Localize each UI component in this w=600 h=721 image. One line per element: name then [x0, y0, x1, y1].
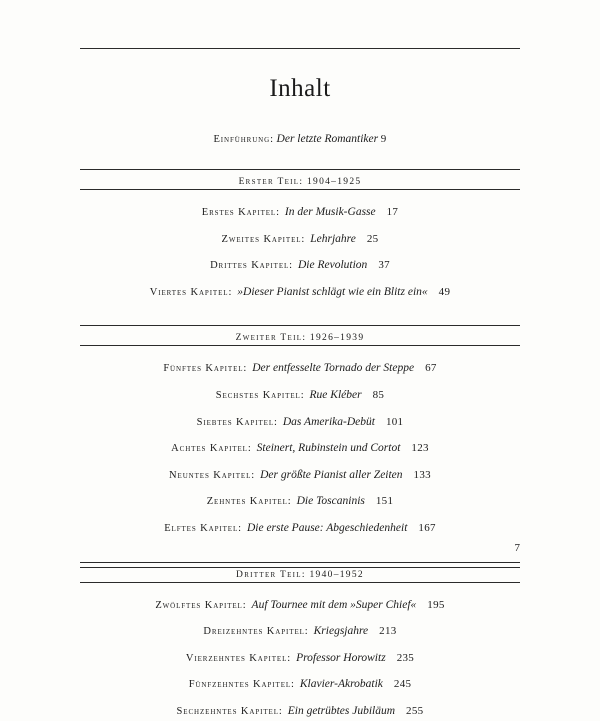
- entry-title: Klavier-Akrobatik: [299, 678, 383, 691]
- entry-title: In der Musik-Gasse: [284, 206, 376, 218]
- toc-entry[interactable]: [80, 356, 520, 378]
- part-header-3: [80, 562, 520, 583]
- entry-title: Auf Tournee mit dem »Super Chief«: [251, 598, 417, 611]
- entry-title: Ein getrübtes Jubiläum: [287, 704, 396, 717]
- entry-label: Zwölftes Kapitel:: [155, 599, 247, 611]
- toc-entry[interactable]: [80, 672, 520, 694]
- toc-entry[interactable]: [80, 646, 520, 668]
- entry-label: Zehntes Kapitel:: [206, 496, 292, 508]
- entry-page: 37: [378, 259, 390, 272]
- entry-label: Erstes Kapitel:: [201, 207, 280, 218]
- toc-entry[interactable]: [80, 593, 520, 615]
- entry-label: Neuntes Kapitel:: [169, 469, 256, 481]
- entry-title: Steinert, Rubinstein und Cortot: [256, 442, 401, 455]
- toc-entry[interactable]: [80, 463, 520, 485]
- entry-title: Der entfesselte Tornado der Steppe: [252, 362, 415, 375]
- toc-entry[interactable]: [80, 436, 520, 458]
- entry-page: 235: [396, 651, 415, 664]
- part-label-3: Dritter Teil: 1940–1952: [236, 569, 364, 580]
- entry-page: 101: [385, 415, 404, 428]
- page-title: Inhalt: [269, 75, 331, 102]
- entry-label: Sechzehntes Kapitel:: [176, 705, 283, 717]
- entry-page: 85: [372, 388, 385, 401]
- entry-title: Lehrjahre: [310, 232, 356, 245]
- bottom-rule: [80, 567, 520, 568]
- toc-entry[interactable]: [80, 280, 520, 302]
- toc-entry[interactable]: [80, 410, 520, 432]
- entry-page: 67: [425, 362, 437, 375]
- entry-label: Achtes Kapitel:: [171, 443, 252, 455]
- part-label-1: Erster Teil: 1904–1925: [238, 177, 362, 187]
- entry-title: Die Toscaninis: [296, 495, 365, 508]
- entry-title: Der größte Pianist aller Zeiten: [260, 468, 403, 481]
- entry-label: Viertes Kapitel:: [149, 286, 233, 298]
- toc-entry[interactable]: [80, 516, 520, 538]
- entry-page: 151: [375, 495, 394, 508]
- folio-number: 7: [514, 542, 520, 554]
- entry-page: 49: [438, 285, 451, 298]
- toc-entry[interactable]: [80, 489, 520, 511]
- part-rule-bottom-3: [80, 582, 520, 583]
- entry-label: Vierzehntes Kapitel:: [185, 652, 292, 664]
- toc-entry[interactable]: [80, 253, 520, 275]
- toc-entry[interactable]: [80, 383, 520, 405]
- part-header-1: [80, 169, 520, 190]
- toc-entry[interactable]: [80, 619, 520, 641]
- entry-page: 195: [427, 598, 445, 611]
- part-header-2: [80, 325, 520, 346]
- part-section-3: [80, 562, 520, 721]
- part-section-1: [80, 169, 520, 301]
- introduction-entry[interactable]: [80, 133, 520, 145]
- entry-page: 213: [379, 625, 397, 638]
- entry-page: 133: [413, 468, 431, 481]
- entry-title: Die erste Pause: Abgeschiedenheit: [246, 521, 408, 534]
- entry-page: 245: [393, 678, 412, 691]
- toc-entry[interactable]: [80, 699, 520, 721]
- entry-label: Dreizehntes Kapitel:: [203, 626, 309, 638]
- entry-label: Siebtes Kapitel:: [196, 416, 278, 428]
- entry-page: 255: [406, 704, 424, 717]
- entry-page: 123: [411, 442, 429, 455]
- entry-label: Zweites Kapitel:: [221, 233, 306, 245]
- introduction-page: 9: [380, 133, 387, 145]
- introduction-title: Der letzte Romantiker: [276, 133, 379, 145]
- part-rule-bottom-2: [80, 345, 520, 346]
- entry-label: Sechstes Kapitel:: [215, 389, 305, 401]
- part-rule-bottom-1: [80, 189, 520, 190]
- toc-entry[interactable]: [80, 200, 520, 222]
- entry-page: 167: [418, 521, 436, 534]
- entry-page: 17: [386, 206, 399, 218]
- introduction-label: Einführung:: [213, 134, 274, 145]
- entry-title: Professor Horowitz: [296, 651, 386, 664]
- part-section-2: [80, 325, 520, 537]
- entry-title: Das Amerika-Debüt: [282, 415, 375, 428]
- entry-label: Elftes Kapitel:: [164, 522, 242, 534]
- part-label-2: Zweiter Teil: 1926–1939: [235, 333, 365, 344]
- entry-label: Fünfzehntes Kapitel:: [188, 679, 295, 691]
- entry-label: Drittes Kapitel:: [210, 260, 293, 272]
- toc-entry[interactable]: [80, 227, 520, 249]
- entry-title: Kriegsjahre: [313, 625, 369, 638]
- entry-label: Fünftes Kapitel:: [163, 363, 248, 375]
- entry-title: Die Revolution: [298, 259, 368, 272]
- entry-title: Rue Kléber: [309, 388, 362, 401]
- entry-page: 25: [366, 232, 379, 245]
- entry-title: »Dieser Pianist schlägt wie ein Blitz ein«: [237, 285, 428, 298]
- top-rule: [80, 48, 520, 49]
